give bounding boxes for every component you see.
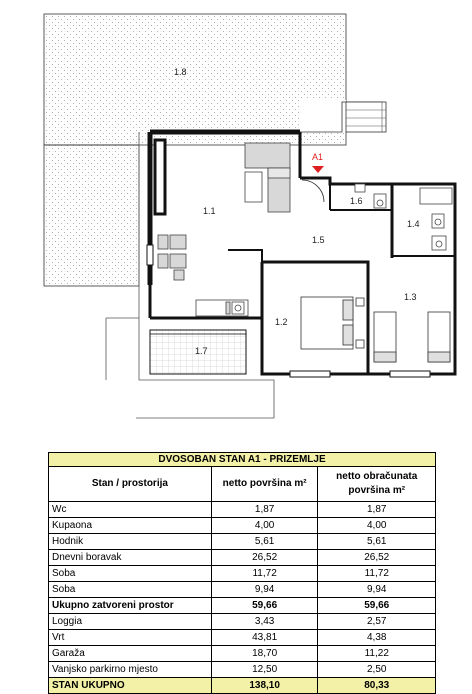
net-area-cell: 18,70 xyxy=(211,646,318,662)
room-name-cell: Kupaona xyxy=(49,518,212,534)
table-row xyxy=(49,518,436,534)
net-area-cell: 12,50 xyxy=(211,662,318,678)
room-name-cell: Soba xyxy=(49,582,212,598)
table-row xyxy=(49,662,436,678)
table-title: DVOSOBAN STAN A1 - PRIZEMLJE xyxy=(49,453,436,467)
label-hall: 1.5 xyxy=(312,235,325,245)
table-row xyxy=(49,582,436,598)
area-table-container xyxy=(48,452,436,694)
total-label: STAN UKUPNO xyxy=(49,678,212,694)
calc-area-cell: 1,87 xyxy=(318,502,436,518)
room-name-cell: Vrt xyxy=(49,630,212,646)
calc-area-cell: 11,72 xyxy=(318,566,436,582)
room-name-cell: Ukupno zatvoreni prostor xyxy=(49,598,212,614)
net-area-cell: 5,61 xyxy=(211,534,318,550)
area-table xyxy=(48,452,436,694)
net-area-cell: 1,87 xyxy=(211,502,318,518)
calc-area-cell: 2,50 xyxy=(318,662,436,678)
sofa xyxy=(245,143,290,212)
header-room: Stan / prostorija xyxy=(49,467,212,502)
label-wc: 1.6 xyxy=(350,196,363,206)
total-net: 138,10 xyxy=(211,678,318,694)
double-bed xyxy=(301,297,364,349)
room-name-cell: Dnevni boravak xyxy=(49,550,212,566)
entrance-marker xyxy=(312,152,324,173)
total-calc: 80,33 xyxy=(318,678,436,694)
calc-area-cell: 2,57 xyxy=(318,614,436,630)
calc-area-cell: 11,22 xyxy=(318,646,436,662)
table-row xyxy=(49,502,436,518)
entry-door xyxy=(302,180,324,202)
calc-area-cell: 26,52 xyxy=(318,550,436,566)
cabinet xyxy=(155,140,165,214)
table-row xyxy=(49,550,436,566)
header-net-area: netto površina m² xyxy=(211,467,318,502)
net-area-cell: 59,66 xyxy=(211,598,318,614)
bathroom-fixtures xyxy=(420,188,452,250)
header-calc-area: netto obračunata površina m² xyxy=(318,467,436,502)
room-name-cell: Loggia xyxy=(49,614,212,630)
net-area-cell: 26,52 xyxy=(211,550,318,566)
single-beds xyxy=(374,312,450,362)
calc-area-cell: 4,00 xyxy=(318,518,436,534)
calc-area-cell: 5,61 xyxy=(318,534,436,550)
dining-table xyxy=(158,235,186,280)
svg-text:A1: A1 xyxy=(312,152,324,162)
stairs xyxy=(346,102,386,132)
label-living: 1.1 xyxy=(203,206,216,216)
calc-area-cell: 9,94 xyxy=(318,582,436,598)
label-room2: 1.3 xyxy=(404,292,417,302)
kitchen-counter xyxy=(196,300,248,316)
net-area-cell: 9,94 xyxy=(211,582,318,598)
table-row xyxy=(49,646,436,662)
net-area-cell: 11,72 xyxy=(211,566,318,582)
calc-area-cell: 59,66 xyxy=(318,598,436,614)
net-area-cell: 43,81 xyxy=(211,630,318,646)
label-bath: 1.4 xyxy=(407,219,420,229)
room-name-cell: Vanjsko parkirno mjesto xyxy=(49,662,212,678)
room-name-cell: Hodnik xyxy=(49,534,212,550)
table-row xyxy=(49,630,436,646)
room-name-cell: Wc xyxy=(49,502,212,518)
room-name-cell: Garaža xyxy=(49,646,212,662)
table-row xyxy=(49,598,436,614)
label-garden: 1.8 xyxy=(174,67,187,77)
calc-area-cell: 4,38 xyxy=(318,630,436,646)
table-row xyxy=(49,566,436,582)
net-area-cell: 3,43 xyxy=(211,614,318,630)
net-area-cell: 4,00 xyxy=(211,518,318,534)
table-row xyxy=(49,614,436,630)
garden-area xyxy=(44,14,382,286)
label-loggia: 1.7 xyxy=(195,346,208,356)
room-name-cell: Soba xyxy=(49,566,212,582)
table-row xyxy=(49,534,436,550)
label-room1: 1.2 xyxy=(275,317,288,327)
